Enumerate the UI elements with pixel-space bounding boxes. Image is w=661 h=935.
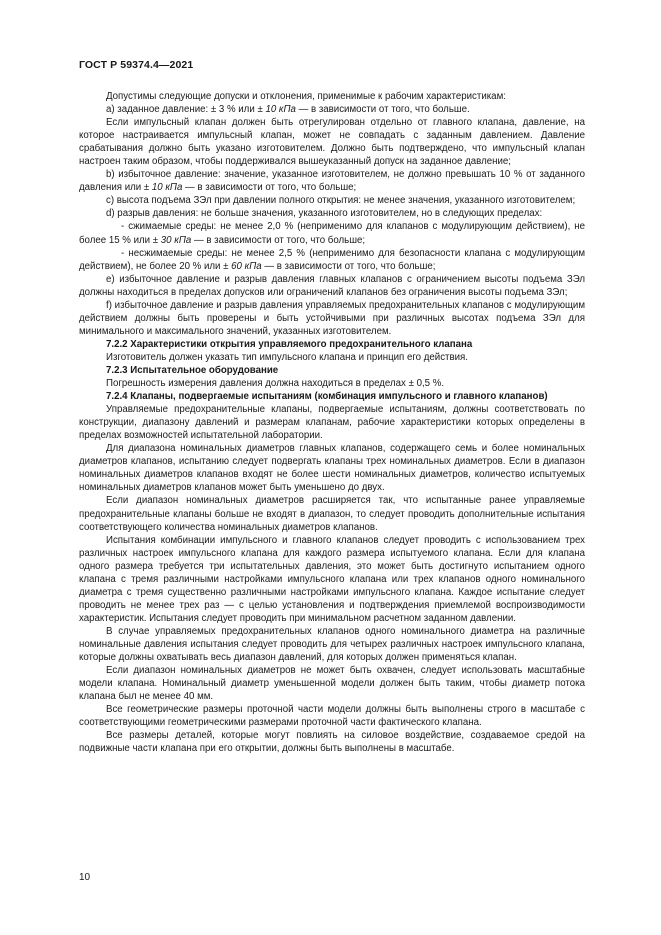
page-number: 10: [79, 872, 91, 883]
paragraph: Для диапазона номинальных диаметров главных клапанов, содержащего семь и более номинальных диаметров клапанов, испытанию следует подвергать клапаны трех номинальных диаметров. Если в диапазон номинальных диаметров клапанов входят не более шести номинальных диаметров, количество испытуемых номинальных диаметров клапанов может быть уменьшено до двух.: [79, 443, 585, 494]
paragraph: e) избыточное давление и разрыв давления главных клапанов с ограничением высоты подъема ЗЭл должны находиться в пределах допусков или ограничений клапанов без ограничения высоты подъема ЗЭл;: [79, 273, 585, 298]
paragraph: Управляемые предохранительные клапаны, подвергаемые испытаниям, должны соответствовать по конструкции, диапазону давлений и размерам клапанам, рабочие характеристики которых определены в пределах возможностей испытательной лаборатории.: [79, 404, 585, 442]
section-heading: 7.2.3 Испытательное оборудование: [106, 364, 279, 376]
paragraph: Испытания комбинации импульсного и главного клапанов следует проводить с использованием трех различных настроек импульсного клапана для каждого размера испытуемого клапана. Если для клапана одного размера требуется три испытательных давления, это может быть достигнуто испытанием одного клапана с тремя различными настройками импульсного клапана или трех клапанов одного номинального диаметра с тремя существенно различными настройками импульсного клапана. Каждое испытание следует проводить не менее трех раз — с целью установления и подтверждения приемлемой воспроизводимости характеристик. Испытания следует проводить при минимальном расчетном заданном давлении.: [79, 534, 585, 624]
document-body: [79, 90, 585, 755]
paragraph: Все размеры деталей, которые могут повлиять на силовое воздействие, создаваемое средой на подвижные части клапана при его открытии, должны быть выполнены в масштабе.: [79, 730, 585, 755]
paragraph: Если диапазон номинальных диаметров расширяется так, что испытанные ранее управляемые предохранительные клапаны больше не входят в диапазон, то следует проводить дополнительные испытания соответствующего количества номинальных диаметров клапанов.: [79, 495, 585, 533]
paragraph: Допустимы следующие допуски и отклонения, применимые к рабочим характеристикам:: [106, 91, 506, 102]
document-code: ГОСТ Р 59374.4—2021: [79, 59, 194, 71]
paragraph: - несжимаемые среды: не менее 2,5 % (неприменимо для безопасности клапана с модулирующим действием), не более 20 % или ± 60 кПа — в зависимости от того, что больше;: [79, 247, 585, 272]
paragraph: Если диапазон номинальных диаметров не может быть охвачен, следует использовать масштабные модели клапана. Номинальный диаметр уменьшенной модели должен быть таким, чтобы диаметр потока клапана был не менее 40 мм.: [79, 665, 585, 703]
section-heading: 7.2.4 Клапаны, подвергаемые испытаниям (комбинация импульсного и главного клапанов): [106, 391, 548, 403]
paragraph: Изготовитель должен указать тип импульсного клапана и принцип его действия.: [106, 351, 468, 363]
paragraph: - сжимаемые среды: не менее 2,0 % (неприменимо для клапанов с модулирующим действием), не более 15 % или ± 30 кПа — в зависимости от того, что больше;: [79, 221, 585, 246]
section-heading: 7.2.2 Характеристики открытия управляемого предохранительного клапана: [106, 338, 473, 350]
paragraph: Все геометрические размеры проточной части модели должны быть выполнены строго в масштабе с соответствующими геометрическими размерами проточной части фактического клапана.: [79, 704, 585, 729]
paragraph: b) избыточное давление: значение, указанное изготовителем, не должно превышать 10 % от заданного давления или ± 10 кПа — в зависимости от того, что больше;: [79, 169, 585, 194]
paragraph: a) заданное давление: ± 3 % или ± 10 кПа — в зависимости от того, что больше.: [106, 104, 470, 116]
paragraph: f) избыточное давление и разрыв давления управляемых предохранительных клапанов с модулирующим действием должны быть проверены и быть устойчивыми при различных высотах подъема ЗЭл для минимального и максимального значений, указанных изготовителем.: [79, 299, 585, 337]
paragraph: Если импульсный клапан должен быть отрегулирован отдельно от главного клапана, давление, на которое настраивается импульсный клапан, может не совпадать с заданным давлением. Давление срабатывания должно быть указано изготовителем. Должно быть подтверждено, что импульсный клапан настроен таким образом, чтобы поддерживался вышеуказанный допуск на заданное давление;: [79, 117, 585, 168]
paragraph: d) разрыв давления: не больше значения, указанного изготовителем, но в следующих пределах:: [106, 208, 543, 220]
paragraph: c) высота подъема ЗЭл при давлении полного открытия: не менее значения, указанного изготовителем;: [106, 195, 576, 207]
paragraph: В случае управляемых предохранительных клапанов одного номинального диаметра на различные номинальные давления испытания следует проводить для четырех различных настроек импульсного клапана, которые должны охватывать весь диапазон давлений, для которых должен применяться клапан.: [79, 625, 585, 664]
paragraph: Погрешность измерения давления должна находиться в пределах ± 0,5 %.: [106, 378, 445, 390]
